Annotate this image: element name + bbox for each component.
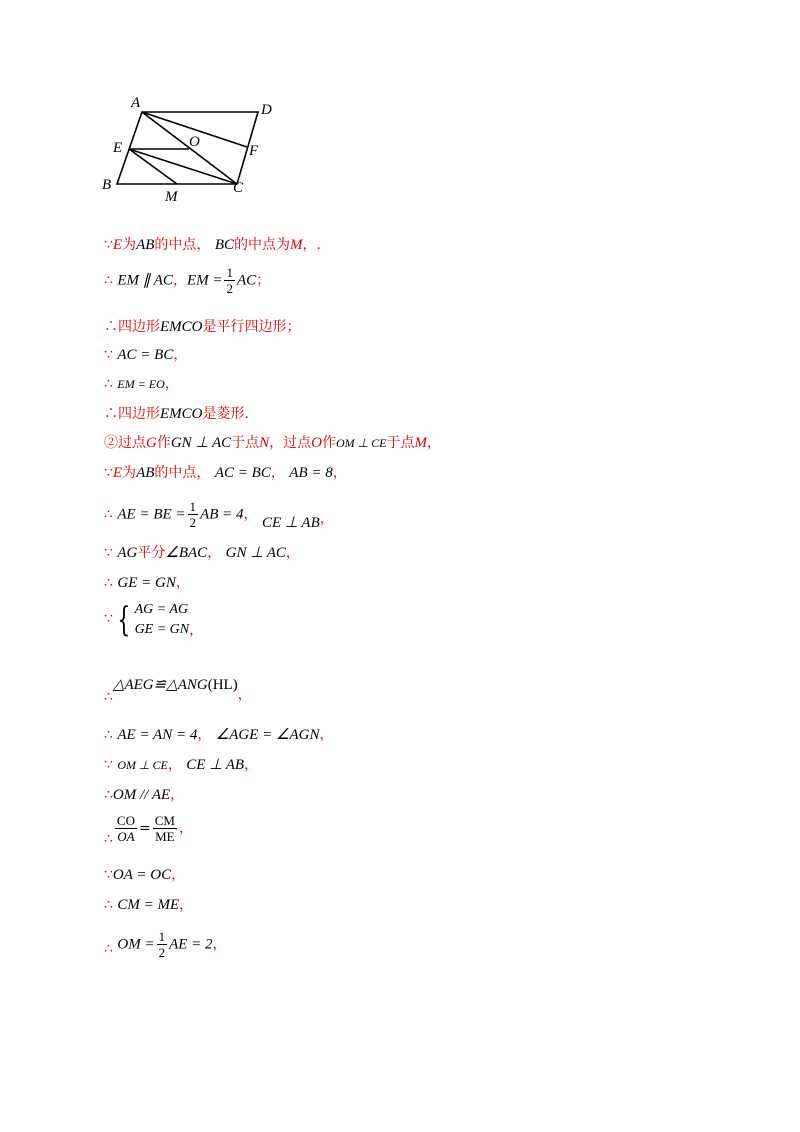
proof-line-3 (104, 318, 301, 336)
math: AB (136, 465, 155, 481)
text: ， (426, 435, 441, 451)
math: CE ⊥ AB (186, 757, 245, 773)
because-symbol: ∵ (104, 867, 113, 883)
text: G (146, 435, 157, 451)
proof-line-11 (104, 574, 190, 592)
math: AB (136, 237, 155, 253)
math: AE = AN = 4 (117, 727, 198, 743)
proof-line-2 (104, 266, 270, 295)
math: AC = BC (214, 465, 271, 481)
text: ， (237, 687, 252, 703)
proof-line-14 (104, 726, 333, 744)
text: ，. (302, 237, 321, 253)
fraction (188, 500, 199, 529)
proof-line-8 (104, 464, 347, 482)
text: ， (173, 347, 188, 363)
therefore-symbol: ∴ (104, 506, 113, 523)
denominator: 2 (158, 945, 166, 960)
denominator: 2 (189, 515, 197, 530)
therefore-symbol: ∴ (104, 940, 113, 957)
proof-line-17 (104, 813, 193, 847)
text: E (112, 465, 123, 481)
system-rows (135, 600, 190, 639)
math: CE ⊥ AB (261, 514, 320, 531)
math: GE = GN (117, 575, 176, 591)
therefore-symbol: ∴ (104, 272, 113, 289)
text: ， (243, 506, 258, 523)
proof-line-6 (104, 405, 249, 423)
text: 的中点， (154, 465, 211, 481)
math: OM ⊥ CE (117, 758, 168, 772)
text: ， (212, 936, 227, 953)
text: ， (178, 820, 193, 837)
proof-line-13 (104, 676, 252, 705)
equals: = (138, 820, 151, 837)
text: 作 (322, 435, 337, 451)
text: ， (244, 757, 259, 773)
label-f: F (249, 143, 259, 159)
left-brace: { (117, 599, 131, 640)
text: ， (189, 622, 204, 639)
because-symbol: ∵ (104, 611, 113, 628)
text: 四边形 (118, 319, 160, 335)
fraction (157, 930, 168, 959)
numerator: CO (116, 813, 135, 828)
label-m: M (165, 189, 178, 205)
text: ； (256, 272, 271, 289)
system-row-2: GE = GN (134, 621, 190, 637)
math: AG (117, 545, 138, 561)
math: △AEG≌△ANG (112, 677, 208, 693)
text: N (259, 435, 270, 451)
text: ， (319, 727, 334, 743)
text: ， (319, 510, 334, 527)
proof-line-15 (104, 756, 258, 774)
math: GN ⊥ AC (225, 545, 286, 561)
text: E (112, 237, 123, 253)
text: ， (285, 545, 300, 561)
text: ， (172, 272, 187, 289)
text: 于点 (386, 435, 415, 451)
denominator: 2 (226, 281, 233, 296)
therefore-symbol: ∴ (104, 575, 113, 591)
therefore-symbol: ∴ (104, 897, 113, 913)
because-symbol: ∵ (104, 237, 113, 253)
text: ， (207, 545, 222, 561)
text: ， (171, 867, 186, 883)
proof-line-20 (104, 930, 227, 959)
proof-line-19 (104, 896, 193, 914)
text: 为 (122, 237, 137, 253)
text: ， (170, 787, 185, 803)
proof-line-5 (104, 376, 179, 393)
math: AC = BC (117, 347, 174, 363)
text: 的中点， (154, 237, 211, 253)
therefore-symbol: ∴ (104, 787, 113, 803)
math: AC (236, 272, 257, 289)
therefore-symbol: ∴ (104, 376, 113, 392)
because-symbol: ∵ (104, 545, 113, 561)
numerator: 1 (158, 929, 166, 944)
fraction (224, 266, 235, 295)
parallelogram-abcd (117, 112, 258, 184)
text: ， (175, 575, 190, 591)
proof-line-9 (104, 500, 334, 529)
segment-em (129, 149, 177, 184)
because-symbol: ∵ (104, 465, 113, 481)
math: OM = (117, 936, 155, 953)
math: GN ⊥ AC (170, 435, 232, 451)
math: EMCO (160, 319, 203, 335)
text: 是平行四边形； (202, 319, 301, 335)
text: 作 (156, 435, 171, 451)
therefore-symbol: ∴ (104, 727, 113, 743)
math: CM = ME (117, 897, 180, 913)
therefore-symbol: ∴ (104, 406, 118, 422)
because-symbol: ∵ (104, 757, 113, 773)
text: 是菱形. (202, 406, 249, 422)
proof-line-1 (104, 236, 321, 254)
text: ， (332, 465, 347, 481)
text: ， (197, 727, 212, 743)
system-row-1: AG = AG (134, 602, 189, 617)
numerator: 1 (226, 265, 233, 280)
segment-ec (129, 149, 237, 184)
figure-lines (117, 112, 258, 184)
math: AB = 4 (200, 506, 244, 523)
numerator: 1 (189, 499, 197, 514)
fraction-co-oa (115, 814, 137, 843)
math: BC (214, 237, 235, 253)
math: AB = 8 (289, 465, 333, 481)
math: AE = 2 (169, 936, 213, 953)
label-d: D (261, 102, 272, 118)
proof-line-12 (104, 600, 203, 639)
text: ， (270, 465, 285, 481)
text: 为 (122, 465, 137, 481)
math: EM = EO (117, 377, 165, 391)
label-b: B (102, 177, 112, 193)
text: 平分 (137, 545, 166, 561)
math: AE = BE = (117, 506, 186, 523)
math: OM // AE (112, 787, 171, 803)
proof-line-4 (104, 346, 187, 364)
math: OA = OC (112, 867, 172, 883)
label-e: E (113, 140, 123, 156)
math: EM = (186, 272, 223, 289)
equation-system (113, 600, 189, 639)
text: ， (179, 897, 194, 913)
label-o: O (189, 134, 200, 150)
denominator: ME (155, 829, 175, 844)
label-a: A (131, 95, 141, 111)
math: ∠BAC (165, 545, 208, 561)
math: OM ⊥ CE (336, 436, 387, 450)
math: EM ∥ AC (117, 272, 173, 289)
math: ∠AGE = ∠AGN (215, 727, 320, 743)
text: ②过点 (104, 435, 146, 451)
text: O (311, 435, 323, 451)
text: 的中点为 (234, 237, 291, 253)
therefore-symbol: ∴ (104, 689, 113, 705)
proof-line-10 (104, 544, 300, 562)
geometry-figure (95, 92, 285, 207)
text: M (414, 435, 427, 451)
text: 于点 (231, 435, 260, 451)
denominator: OA (117, 829, 135, 844)
proof-line-7 (104, 434, 441, 452)
text: 四边形 (118, 406, 160, 422)
fraction-cm-me (153, 814, 177, 843)
text: ， (164, 376, 179, 392)
label-c: C (233, 180, 244, 196)
math: (HL) (207, 677, 238, 693)
therefore-symbol: ∴ (104, 830, 113, 847)
proof-line-16 (104, 786, 184, 804)
numerator: CM (154, 813, 175, 828)
text: ， (167, 757, 182, 773)
math: EMCO (160, 406, 203, 422)
text: M (290, 237, 303, 253)
because-symbol: ∵ (104, 347, 113, 363)
therefore-symbol: ∴ (104, 319, 118, 335)
text: ，过点 (269, 435, 312, 451)
proof-line-18 (104, 866, 185, 884)
